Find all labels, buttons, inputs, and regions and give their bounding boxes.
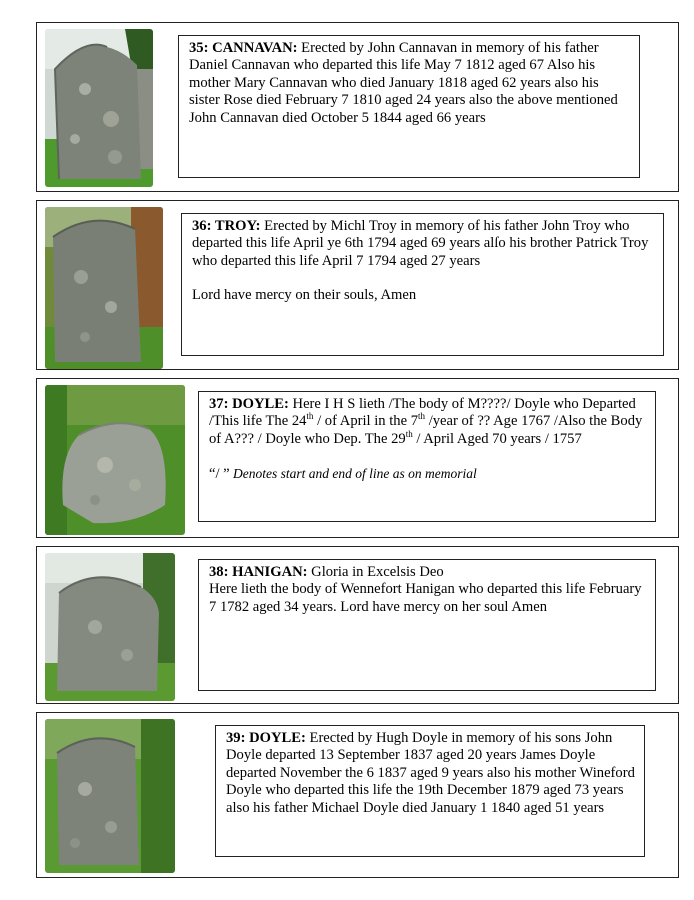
entry-number: 37: DOYLE:: [209, 396, 289, 412]
headstone-photo: [45, 385, 185, 535]
headstone-photo: [45, 29, 153, 187]
inscription-box: [181, 213, 664, 356]
inscription-box: [178, 35, 640, 178]
superscript: th: [306, 411, 314, 422]
inscription-box: [198, 559, 656, 691]
inscription-text: Erected by Michl Troy in memory of his father John Troy who departed this life April ye 6th 1794 aged 69 years alſo his brother Patrick Troy who departed this life April 7 1794 aged 27 years: [192, 218, 649, 269]
entry-card-36: [36, 200, 679, 370]
entry-number: 38: HANIGAN:: [209, 564, 308, 580]
inscription-text: / of April in the 7: [313, 413, 419, 430]
inscription-text: Erected by Hugh Doyle in memory of his sons John Doyle departed 13 September 1837 aged 20 years James Doyle departed November the 6 1837 aged 9 years also his mother Wineford Doyle who departed this life the 19th December 1879 aged 73 years also his father Michael Doyle died January 1 1840 aged 51 years: [226, 730, 635, 816]
superscript: th: [405, 428, 413, 439]
inscription-text: Erected by John Cannavan in memory of his father Daniel Cannavan who departed this life May 7 1812 aged 67 Also his mother Mary Cannavan who died January 1818 aged 62 years also his sister Rose died February 7 1810 aged 24 years also the above mentioned John Cannavan died October 5 1844 aged 66 years: [189, 40, 618, 126]
superscript: th: [418, 411, 426, 422]
entry-card-39: [36, 712, 679, 878]
entry-card-37: [36, 378, 679, 538]
note-symbol: “/ ”: [209, 466, 230, 483]
entry-number: 36: TROY:: [192, 218, 261, 234]
inscription-text: / April Aged 70 years / 1757: [412, 430, 582, 447]
note-text: Denotes start and end of line as on memorial: [229, 466, 477, 482]
entry-card-38: [36, 546, 679, 704]
inscription-box: [198, 391, 656, 522]
line-gap: [209, 448, 647, 465]
inscription-text: Here lieth the body of Wennefort Hanigan who departed this life February 7 1782 aged 34 years. Lord have mercy on her soul Amen: [209, 581, 642, 615]
entry-number: 39: DOYLE:: [226, 730, 306, 746]
headstone-photo: [45, 207, 163, 369]
inscription-text: /year of ?? Age 1767 /Also the Body of A??? / Doyle who Dep. The 29: [209, 413, 643, 447]
entry-card-35: [36, 22, 679, 192]
closing-line: Lord have mercy on their souls, Amen: [192, 287, 417, 304]
line-gap: [192, 270, 655, 287]
inscription-text: Here I H S lieth /The body of M????/ Doyle who Departed /This life The 24: [209, 396, 636, 430]
entry-number: 35: CANNAVAN:: [189, 40, 298, 56]
headstone-photo: [45, 719, 175, 873]
headstone-photo: [45, 553, 175, 701]
inscription-text: Gloria in Excelsis Deo: [307, 564, 444, 580]
inscription-box: [215, 725, 645, 857]
note-line: [209, 465, 647, 483]
